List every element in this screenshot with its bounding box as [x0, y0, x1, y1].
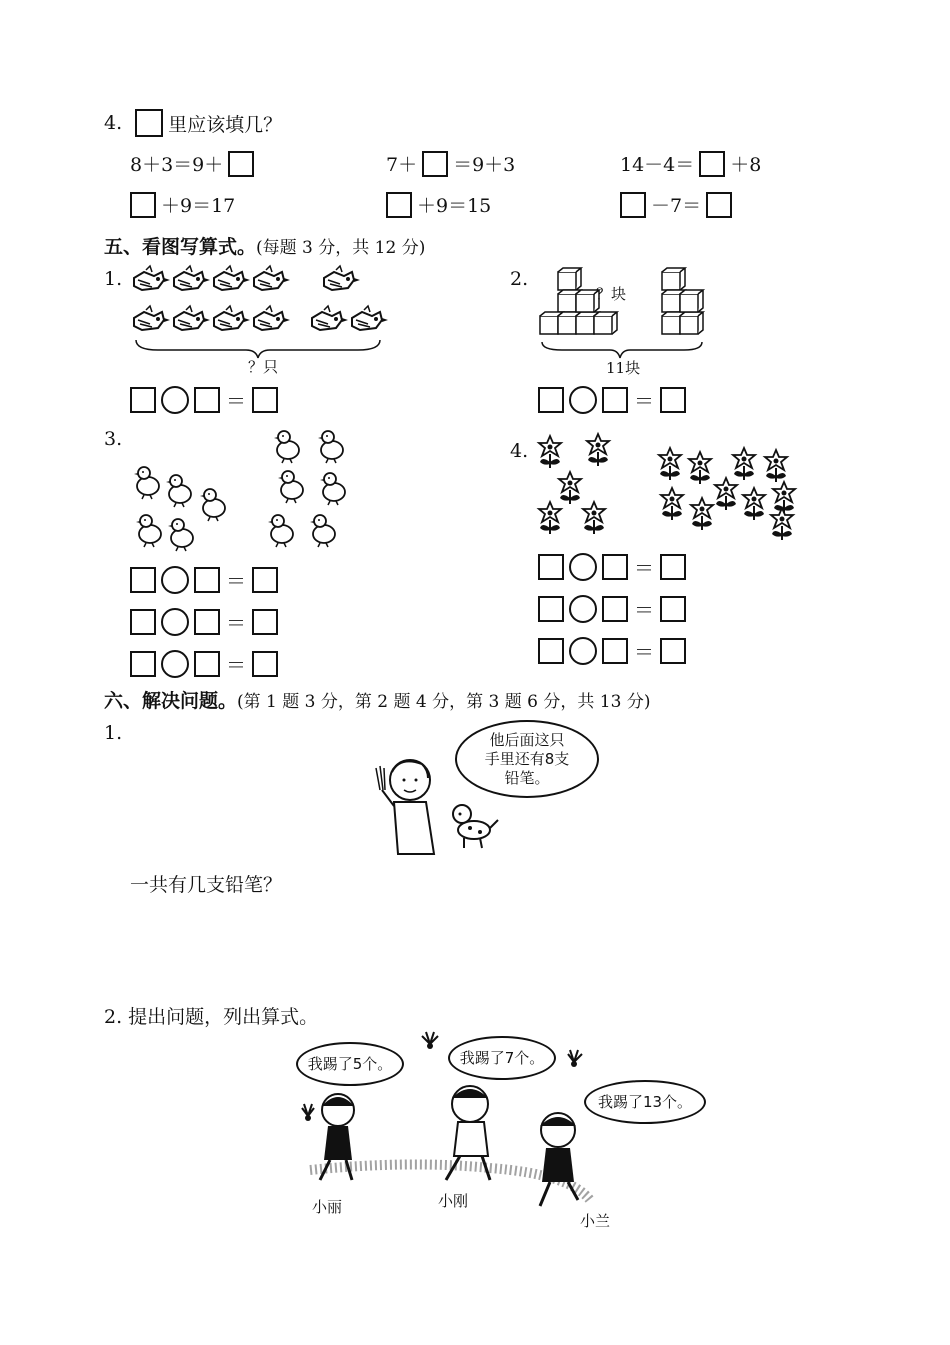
answer-box[interactable] [194, 387, 220, 413]
flowers-illustration [534, 432, 804, 542]
equation-row [538, 636, 686, 665]
problem-number: 3. [104, 428, 123, 450]
answer-box[interactable] [252, 567, 278, 593]
answer-box[interactable] [602, 638, 628, 664]
answer-box[interactable] [602, 387, 628, 413]
q4-title [104, 109, 282, 137]
name-label-gang: 小刚 [438, 1192, 469, 1210]
answer-box[interactable] [602, 596, 628, 622]
answer-box[interactable] [194, 609, 220, 635]
answer-box[interactable] [538, 554, 564, 580]
cubes-illustration [536, 262, 716, 362]
q4-equation-2 [386, 150, 515, 177]
section-6-heading [104, 686, 650, 713]
answer-box[interactable] [706, 192, 732, 218]
equation-text: 7＋ [386, 154, 418, 176]
answer-box[interactable] [660, 638, 686, 664]
equation-row [538, 552, 686, 581]
q4-title-text: 里应该填几？ [168, 113, 283, 136]
answer-box[interactable] [130, 609, 156, 635]
operator-circle[interactable] [569, 553, 597, 581]
equation-row [538, 594, 686, 623]
equals-sign: ＝ [226, 611, 246, 635]
equation-row [538, 385, 686, 414]
answer-box[interactable] [660, 554, 686, 580]
brace-label: ？只 [248, 358, 279, 376]
equation-group [538, 552, 686, 665]
q4-equation-5 [386, 191, 491, 218]
speech-bubble-gang: 我踢了7个。 [448, 1036, 556, 1080]
speech-bubble-lan: 我踢了13个。 [584, 1080, 706, 1124]
operator-circle[interactable] [161, 386, 189, 414]
equation-row [130, 649, 278, 678]
speech-line: 手里还有8支 [484, 749, 570, 768]
equation-text: ＝9＋3 [453, 154, 516, 176]
q4-equation-3 [620, 150, 761, 177]
answer-box[interactable] [194, 567, 220, 593]
problem-number: 1. [104, 268, 123, 290]
question-label: ？块 [596, 285, 627, 303]
answer-box[interactable] [130, 192, 156, 218]
answer-box[interactable] [252, 609, 278, 635]
equation-row [130, 607, 278, 636]
answer-box[interactable] [699, 151, 725, 177]
answer-box[interactable] [194, 651, 220, 677]
equation-text: ＋9＝15 [417, 195, 492, 217]
q4-equation-6 [620, 191, 732, 218]
answer-box[interactable] [422, 151, 448, 177]
section-note: (每题 3 分，共 12 分) [256, 238, 426, 258]
answer-box[interactable] [252, 387, 278, 413]
section-5-heading [104, 232, 425, 259]
speech-line: 铅笔。 [504, 768, 550, 787]
answer-box[interactable] [386, 192, 412, 218]
problem-number: 4. [510, 440, 529, 462]
answer-box[interactable] [538, 387, 564, 413]
name-label-lili: 小丽 [312, 1198, 343, 1216]
equation-text: ＋8 [730, 154, 762, 176]
answer-box[interactable] [130, 651, 156, 677]
speech-bubble-lili: 我踢了5个。 [296, 1042, 404, 1086]
equals-sign: ＝ [634, 556, 654, 580]
equation-text: ＋9＝17 [161, 195, 236, 217]
problem-number: 1. [104, 722, 123, 744]
equals-sign: ＝ [634, 598, 654, 622]
section-note: (第 1 题 3 分，第 2 题 4 分，第 3 题 6 分，共 13 分) [237, 692, 651, 712]
equals-sign: ＝ [634, 389, 654, 413]
chicks-illustration [128, 424, 358, 554]
operator-circle[interactable] [161, 608, 189, 636]
operator-circle[interactable] [569, 386, 597, 414]
answer-box[interactable] [135, 109, 163, 137]
operator-circle[interactable] [161, 650, 189, 678]
answer-box[interactable] [130, 567, 156, 593]
q4-equation-4 [130, 191, 235, 218]
q4-number: 4. [104, 112, 123, 134]
speech-bubble [455, 720, 599, 798]
answer-box[interactable] [252, 651, 278, 677]
answer-box[interactable] [602, 554, 628, 580]
answer-box[interactable] [538, 596, 564, 622]
speech-line: 他后面这只 [489, 730, 565, 749]
answer-box[interactable] [660, 596, 686, 622]
q4-equation-1 [130, 150, 254, 177]
operator-circle[interactable] [569, 637, 597, 665]
equation-text: －7＝ [651, 195, 702, 217]
name-label-lan: 小兰 [580, 1212, 611, 1230]
equals-sign: ＝ [634, 640, 654, 664]
equals-sign: ＝ [226, 653, 246, 677]
equation-text: 8＋3＝9＋ [130, 154, 224, 176]
equals-sign: ＝ [226, 389, 246, 413]
answer-box[interactable] [620, 192, 646, 218]
section-title: 五、看图写算式。 [104, 236, 257, 258]
section-title: 六、解决问题。 [104, 690, 238, 712]
operator-circle[interactable] [161, 566, 189, 594]
answer-box[interactable] [130, 387, 156, 413]
answer-box[interactable] [660, 387, 686, 413]
equals-sign: ＝ [226, 569, 246, 593]
problem-title: 2. 提出问题，列出算式。 [104, 1006, 319, 1028]
equation-row [130, 385, 278, 414]
equation-text: 14－4＝ [620, 154, 695, 176]
question-text: 一共有几支铅笔？ [130, 874, 283, 896]
brace-label: 11块 [606, 359, 641, 377]
answer-box[interactable] [538, 638, 564, 664]
equation-group [130, 565, 278, 678]
operator-circle[interactable] [569, 595, 597, 623]
answer-box[interactable] [228, 151, 254, 177]
equation-row [130, 565, 278, 594]
problem-number: 2. [510, 268, 529, 290]
